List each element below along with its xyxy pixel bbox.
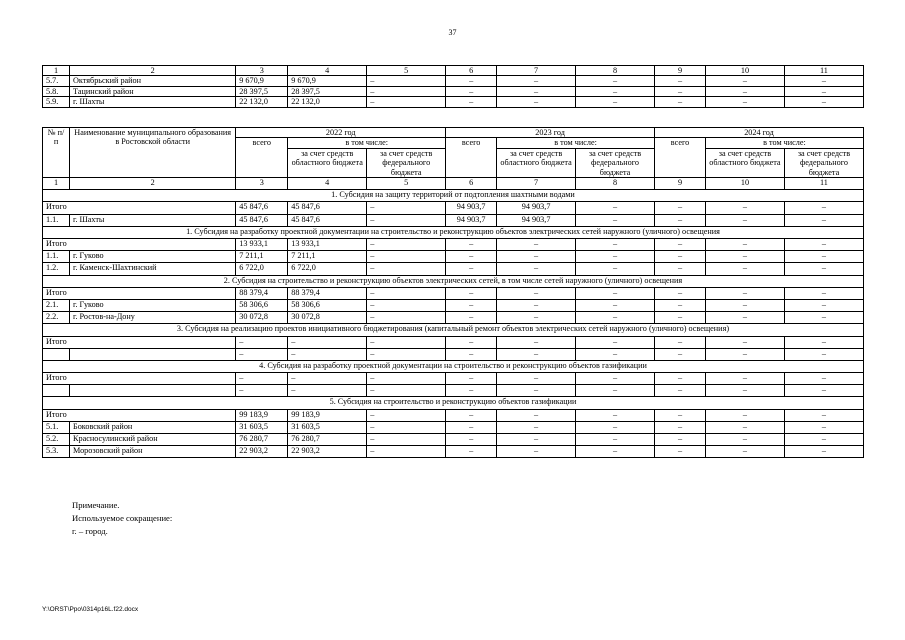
value-cell: – bbox=[784, 214, 863, 226]
table-row bbox=[43, 421, 864, 433]
value-cell: 7 211,1 bbox=[236, 251, 288, 263]
value-cell: – bbox=[655, 373, 706, 385]
section-heading-row bbox=[43, 324, 864, 336]
value-cell: – bbox=[655, 214, 706, 226]
value-cell: – bbox=[655, 86, 706, 96]
value-cell: – bbox=[497, 239, 576, 251]
value-cell: – bbox=[784, 97, 863, 107]
value-cell: 58 306,6 bbox=[288, 299, 367, 311]
column-number: 5 bbox=[367, 178, 446, 190]
value-cell: – bbox=[576, 446, 655, 458]
value-cell: – bbox=[576, 263, 655, 275]
total-label: Итого bbox=[43, 373, 236, 385]
value-cell: – bbox=[446, 299, 497, 311]
value-cell: 9 670,9 bbox=[288, 76, 367, 86]
table-row bbox=[43, 385, 864, 397]
value-cell: – bbox=[655, 239, 706, 251]
row-number: 5.2. bbox=[43, 434, 70, 446]
row-number: 5.9. bbox=[43, 97, 70, 107]
value-cell: – bbox=[367, 336, 446, 348]
header-regional: за счет средств областного бюджета bbox=[705, 148, 784, 177]
value-cell: – bbox=[705, 287, 784, 299]
table-row bbox=[43, 312, 864, 324]
table-row bbox=[43, 239, 864, 251]
value-cell: – bbox=[576, 202, 655, 214]
value-cell: 30 072,8 bbox=[288, 312, 367, 324]
value-cell: – bbox=[784, 76, 863, 86]
value-cell: 88 379,4 bbox=[236, 287, 288, 299]
value-cell: – bbox=[784, 446, 863, 458]
value-cell: – bbox=[497, 97, 576, 107]
value-cell: – bbox=[576, 434, 655, 446]
value-cell: – bbox=[367, 76, 446, 86]
header-total: всего bbox=[236, 138, 288, 178]
column-number: 1 bbox=[43, 66, 70, 76]
value-cell: 31 603,5 bbox=[236, 421, 288, 433]
column-number: 7 bbox=[497, 178, 576, 190]
value-cell: – bbox=[655, 251, 706, 263]
column-number: 3 bbox=[236, 178, 288, 190]
value-cell: – bbox=[576, 409, 655, 421]
value-cell: – bbox=[576, 373, 655, 385]
value-cell: 94 903,7 bbox=[497, 214, 576, 226]
municipality-name: Красносулинский район bbox=[70, 434, 236, 446]
value-cell: – bbox=[367, 312, 446, 324]
page-number: 37 bbox=[448, 28, 457, 37]
value-cell: – bbox=[655, 446, 706, 458]
value-cell: – bbox=[367, 446, 446, 458]
column-number: 1 bbox=[43, 178, 70, 190]
note-abbrev: г. – город. bbox=[72, 526, 108, 536]
value-cell: – bbox=[576, 214, 655, 226]
value-cell: – bbox=[784, 287, 863, 299]
row-number: 5.7. bbox=[43, 76, 70, 86]
row-number: 5.8. bbox=[43, 86, 70, 96]
column-number: 3 bbox=[236, 66, 288, 76]
value-cell: – bbox=[705, 348, 784, 360]
header-year-2024: 2024 год bbox=[655, 128, 864, 138]
column-number: 11 bbox=[784, 66, 863, 76]
note-abbrev-label: Используемое сокращение: bbox=[72, 513, 173, 523]
value-cell: – bbox=[655, 97, 706, 107]
value-cell: – bbox=[576, 348, 655, 360]
value-cell: – bbox=[576, 299, 655, 311]
value-cell: – bbox=[655, 434, 706, 446]
column-number-row bbox=[43, 178, 864, 190]
row-number: 1.2. bbox=[43, 263, 70, 275]
value-cell: – bbox=[367, 348, 446, 360]
value-cell: – bbox=[446, 251, 497, 263]
value-cell: 99 183,9 bbox=[236, 409, 288, 421]
value-cell: – bbox=[497, 385, 576, 397]
column-number: 8 bbox=[576, 66, 655, 76]
header-regional: за счет средств областного бюджета bbox=[288, 148, 367, 177]
section-heading-row bbox=[43, 275, 864, 287]
value-cell: – bbox=[446, 446, 497, 458]
value-cell: – bbox=[446, 434, 497, 446]
table-row bbox=[43, 336, 864, 348]
value-cell: – bbox=[655, 263, 706, 275]
row-number: 1.1. bbox=[43, 214, 70, 226]
value-cell: – bbox=[784, 299, 863, 311]
value-cell: 99 183,9 bbox=[288, 409, 367, 421]
value-cell: 30 072,8 bbox=[236, 312, 288, 324]
section-title: 1. Субсидия на разработку проектной документации на строительство и реконструкцию объектов электрических сетей наружного (уличного) освещения bbox=[43, 226, 864, 238]
total-label: Итого bbox=[43, 202, 236, 214]
value-cell: – bbox=[576, 86, 655, 96]
value-cell: 94 903,7 bbox=[446, 202, 497, 214]
value-cell: – bbox=[784, 312, 863, 324]
value-cell: – bbox=[655, 76, 706, 86]
value-cell: 28 397,5 bbox=[288, 86, 367, 96]
municipality-name: г. Шахты bbox=[70, 97, 236, 107]
header-including: в том числе: bbox=[288, 138, 446, 148]
row-number: 1.1. bbox=[43, 251, 70, 263]
value-cell: – bbox=[655, 421, 706, 433]
column-number: 2 bbox=[70, 66, 236, 76]
column-number: 11 bbox=[784, 178, 863, 190]
value-cell: – bbox=[655, 202, 706, 214]
header-including: в том числе: bbox=[705, 138, 863, 148]
value-cell: – bbox=[705, 263, 784, 275]
value-cell: – bbox=[784, 336, 863, 348]
value-cell: 22 132,0 bbox=[288, 97, 367, 107]
value-cell: – bbox=[576, 251, 655, 263]
table-row bbox=[43, 373, 864, 385]
value-cell: – bbox=[367, 239, 446, 251]
value-cell: 13 933,1 bbox=[288, 239, 367, 251]
value-cell: – bbox=[576, 97, 655, 107]
municipality-name bbox=[70, 348, 236, 360]
municipality-name bbox=[70, 385, 236, 397]
value-cell: – bbox=[288, 348, 367, 360]
column-number: 4 bbox=[288, 178, 367, 190]
row-number bbox=[43, 348, 70, 360]
value-cell: – bbox=[705, 202, 784, 214]
value-cell: – bbox=[705, 214, 784, 226]
column-number: 10 bbox=[705, 66, 784, 76]
value-cell: – bbox=[446, 336, 497, 348]
value-cell: – bbox=[236, 385, 288, 397]
value-cell: – bbox=[576, 312, 655, 324]
value-cell: – bbox=[446, 239, 497, 251]
value-cell: – bbox=[784, 86, 863, 96]
column-number: 4 bbox=[288, 66, 367, 76]
value-cell: – bbox=[705, 239, 784, 251]
value-cell: – bbox=[367, 86, 446, 96]
column-number: 9 bbox=[655, 178, 706, 190]
column-number: 8 bbox=[576, 178, 655, 190]
header-including: в том числе: bbox=[497, 138, 655, 148]
value-cell: – bbox=[367, 263, 446, 275]
header-num: № п/п bbox=[43, 128, 70, 178]
table-row bbox=[43, 97, 864, 107]
table-row bbox=[43, 299, 864, 311]
value-cell: – bbox=[497, 86, 576, 96]
value-cell: – bbox=[784, 348, 863, 360]
value-cell: – bbox=[784, 385, 863, 397]
value-cell: – bbox=[367, 287, 446, 299]
value-cell: – bbox=[446, 421, 497, 433]
value-cell: – bbox=[367, 202, 446, 214]
value-cell: 45 847,6 bbox=[288, 202, 367, 214]
value-cell: 9 670,9 bbox=[236, 76, 288, 86]
value-cell: – bbox=[705, 251, 784, 263]
value-cell: – bbox=[446, 76, 497, 86]
value-cell: – bbox=[497, 434, 576, 446]
value-cell: – bbox=[367, 421, 446, 433]
value-cell: – bbox=[367, 97, 446, 107]
subsidy-table bbox=[42, 127, 864, 458]
municipality-name: г. Каменск-Шахтинский bbox=[70, 263, 236, 275]
value-cell: – bbox=[576, 287, 655, 299]
table-row bbox=[43, 409, 864, 421]
column-number: 6 bbox=[446, 178, 497, 190]
value-cell: 94 903,7 bbox=[497, 202, 576, 214]
value-cell: – bbox=[446, 385, 497, 397]
value-cell: – bbox=[705, 336, 784, 348]
section-title: 4. Субсидия на разработку проектной документации на строительство и реконструкцию объектов газификации bbox=[43, 360, 864, 372]
table-row bbox=[43, 251, 864, 263]
value-cell: 76 280,7 bbox=[236, 434, 288, 446]
municipality-name: Боковский район bbox=[70, 421, 236, 433]
value-cell: – bbox=[288, 385, 367, 397]
section-title: 5. Субсидия на строительство и реконструкцию объектов газификации bbox=[43, 397, 864, 409]
value-cell: – bbox=[705, 312, 784, 324]
value-cell: – bbox=[705, 434, 784, 446]
table-row bbox=[43, 86, 864, 96]
row-number: 2.2. bbox=[43, 312, 70, 324]
row-number: 5.3. bbox=[43, 446, 70, 458]
value-cell: – bbox=[446, 373, 497, 385]
header-year-2022: 2022 год bbox=[236, 128, 446, 138]
value-cell: 22 132,0 bbox=[236, 97, 288, 107]
value-cell: 31 603,5 bbox=[288, 421, 367, 433]
value-cell: – bbox=[497, 446, 576, 458]
value-cell: 22 903,2 bbox=[288, 446, 367, 458]
municipality-name: г. Ростов-на-Дону bbox=[70, 312, 236, 324]
value-cell: – bbox=[784, 251, 863, 263]
municipality-name: г. Гуково bbox=[70, 299, 236, 311]
table-row bbox=[43, 214, 864, 226]
value-cell: – bbox=[784, 409, 863, 421]
note-title: Примечание. bbox=[72, 500, 120, 510]
value-cell: – bbox=[497, 421, 576, 433]
section-heading-row bbox=[43, 360, 864, 372]
value-cell: – bbox=[705, 385, 784, 397]
value-cell: – bbox=[446, 287, 497, 299]
value-cell: – bbox=[367, 385, 446, 397]
municipality-name: г. Шахты bbox=[70, 214, 236, 226]
section-heading-row bbox=[43, 190, 864, 202]
table-row bbox=[43, 446, 864, 458]
header-federal: за счет средств федерального бюджета bbox=[784, 148, 863, 177]
value-cell: – bbox=[784, 373, 863, 385]
value-cell: – bbox=[705, 299, 784, 311]
value-cell: – bbox=[655, 348, 706, 360]
value-cell: – bbox=[446, 348, 497, 360]
value-cell: 45 847,6 bbox=[236, 214, 288, 226]
total-label: Итого bbox=[43, 287, 236, 299]
value-cell: – bbox=[497, 312, 576, 324]
municipality-name: Морозовский район bbox=[70, 446, 236, 458]
total-label: Итого bbox=[43, 409, 236, 421]
value-cell: – bbox=[655, 385, 706, 397]
value-cell: 22 903,2 bbox=[236, 446, 288, 458]
table-row bbox=[43, 434, 864, 446]
value-cell: – bbox=[367, 251, 446, 263]
header-total: всего bbox=[446, 138, 497, 178]
value-cell: – bbox=[784, 263, 863, 275]
value-cell: – bbox=[288, 336, 367, 348]
value-cell: – bbox=[446, 312, 497, 324]
value-cell: – bbox=[497, 76, 576, 86]
value-cell: – bbox=[705, 86, 784, 96]
value-cell: – bbox=[497, 348, 576, 360]
value-cell: – bbox=[655, 409, 706, 421]
table-row bbox=[43, 76, 864, 86]
value-cell: – bbox=[236, 348, 288, 360]
value-cell: – bbox=[655, 299, 706, 311]
total-label: Итого bbox=[43, 336, 236, 348]
value-cell: – bbox=[576, 76, 655, 86]
value-cell: – bbox=[497, 336, 576, 348]
section-title: 1. Субсидия на защиту территорий от подтопления шахтными водами bbox=[43, 190, 864, 202]
value-cell: 58 306,6 bbox=[236, 299, 288, 311]
value-cell: – bbox=[367, 373, 446, 385]
value-cell: – bbox=[655, 336, 706, 348]
value-cell: – bbox=[446, 97, 497, 107]
value-cell: 28 397,5 bbox=[236, 86, 288, 96]
section-heading-row bbox=[43, 397, 864, 409]
column-number: 6 bbox=[446, 66, 497, 76]
value-cell: – bbox=[367, 214, 446, 226]
value-cell: – bbox=[446, 86, 497, 96]
column-number: 7 bbox=[497, 66, 576, 76]
value-cell: 88 379,4 bbox=[288, 287, 367, 299]
value-cell: – bbox=[784, 421, 863, 433]
value-cell: – bbox=[705, 446, 784, 458]
value-cell: 6 722,0 bbox=[236, 263, 288, 275]
value-cell: – bbox=[576, 336, 655, 348]
value-cell: – bbox=[576, 421, 655, 433]
value-cell: – bbox=[236, 373, 288, 385]
value-cell: – bbox=[705, 97, 784, 107]
value-cell: – bbox=[784, 434, 863, 446]
value-cell: – bbox=[288, 373, 367, 385]
table-row bbox=[43, 202, 864, 214]
value-cell: – bbox=[236, 336, 288, 348]
value-cell: – bbox=[576, 385, 655, 397]
total-label: Итого bbox=[43, 239, 236, 251]
row-number bbox=[43, 385, 70, 397]
value-cell: – bbox=[784, 239, 863, 251]
header-federal: за счет средств федерального бюджета bbox=[367, 148, 446, 177]
header-total: всего bbox=[655, 138, 706, 178]
table-row bbox=[43, 348, 864, 360]
continuation-table bbox=[42, 65, 864, 108]
value-cell: – bbox=[497, 299, 576, 311]
header-year-2023: 2023 год bbox=[446, 128, 655, 138]
header-name: Наименование муниципального образования в Ростовской области bbox=[70, 128, 236, 178]
municipality-name: Октябрьский район bbox=[70, 76, 236, 86]
value-cell: 45 847,6 bbox=[236, 202, 288, 214]
value-cell: – bbox=[576, 239, 655, 251]
section-title: 2. Субсидия на строительство и реконструкцию объектов электрических сетей, в том числе сетей наружного (уличного) освещения bbox=[43, 275, 864, 287]
value-cell: 76 280,7 bbox=[288, 434, 367, 446]
column-number-row bbox=[43, 66, 864, 76]
value-cell: – bbox=[784, 202, 863, 214]
value-cell: – bbox=[497, 263, 576, 275]
column-number: 10 bbox=[705, 178, 784, 190]
table-row bbox=[43, 263, 864, 275]
row-number: 2.1. bbox=[43, 299, 70, 311]
value-cell: – bbox=[655, 312, 706, 324]
value-cell: 6 722,0 bbox=[288, 263, 367, 275]
value-cell: 94 903,7 bbox=[446, 214, 497, 226]
value-cell: – bbox=[497, 251, 576, 263]
value-cell: – bbox=[367, 434, 446, 446]
value-cell: – bbox=[655, 287, 706, 299]
value-cell: – bbox=[497, 287, 576, 299]
value-cell: – bbox=[446, 409, 497, 421]
value-cell: – bbox=[367, 299, 446, 311]
value-cell: – bbox=[497, 373, 576, 385]
municipality-name: Тацинский район bbox=[70, 86, 236, 96]
column-number: 2 bbox=[70, 178, 236, 190]
value-cell: 7 211,1 bbox=[288, 251, 367, 263]
file-path: Y:\ORST\Ppo\0314p16L.f22.docx bbox=[42, 606, 139, 613]
header-regional: за счет средств областного бюджета bbox=[497, 148, 576, 177]
column-number: 9 bbox=[655, 66, 706, 76]
row-number: 5.1. bbox=[43, 421, 70, 433]
section-heading-row bbox=[43, 226, 864, 238]
value-cell: – bbox=[497, 409, 576, 421]
value-cell: 45 847,6 bbox=[288, 214, 367, 226]
section-title: 3. Субсидия на реализацию проектов инициативного бюджетирования (капитальный ремонт объектов электрических сетей наружного (уличного) освещения) bbox=[43, 324, 864, 336]
value-cell: – bbox=[705, 409, 784, 421]
value-cell: – bbox=[705, 373, 784, 385]
value-cell: 13 933,1 bbox=[236, 239, 288, 251]
table-row bbox=[43, 287, 864, 299]
header-federal: за счет средств федерального бюджета bbox=[576, 148, 655, 177]
value-cell: – bbox=[705, 76, 784, 86]
value-cell: – bbox=[446, 263, 497, 275]
municipality-name: г. Гуково bbox=[70, 251, 236, 263]
value-cell: – bbox=[367, 409, 446, 421]
value-cell: – bbox=[705, 421, 784, 433]
column-number: 5 bbox=[367, 66, 446, 76]
